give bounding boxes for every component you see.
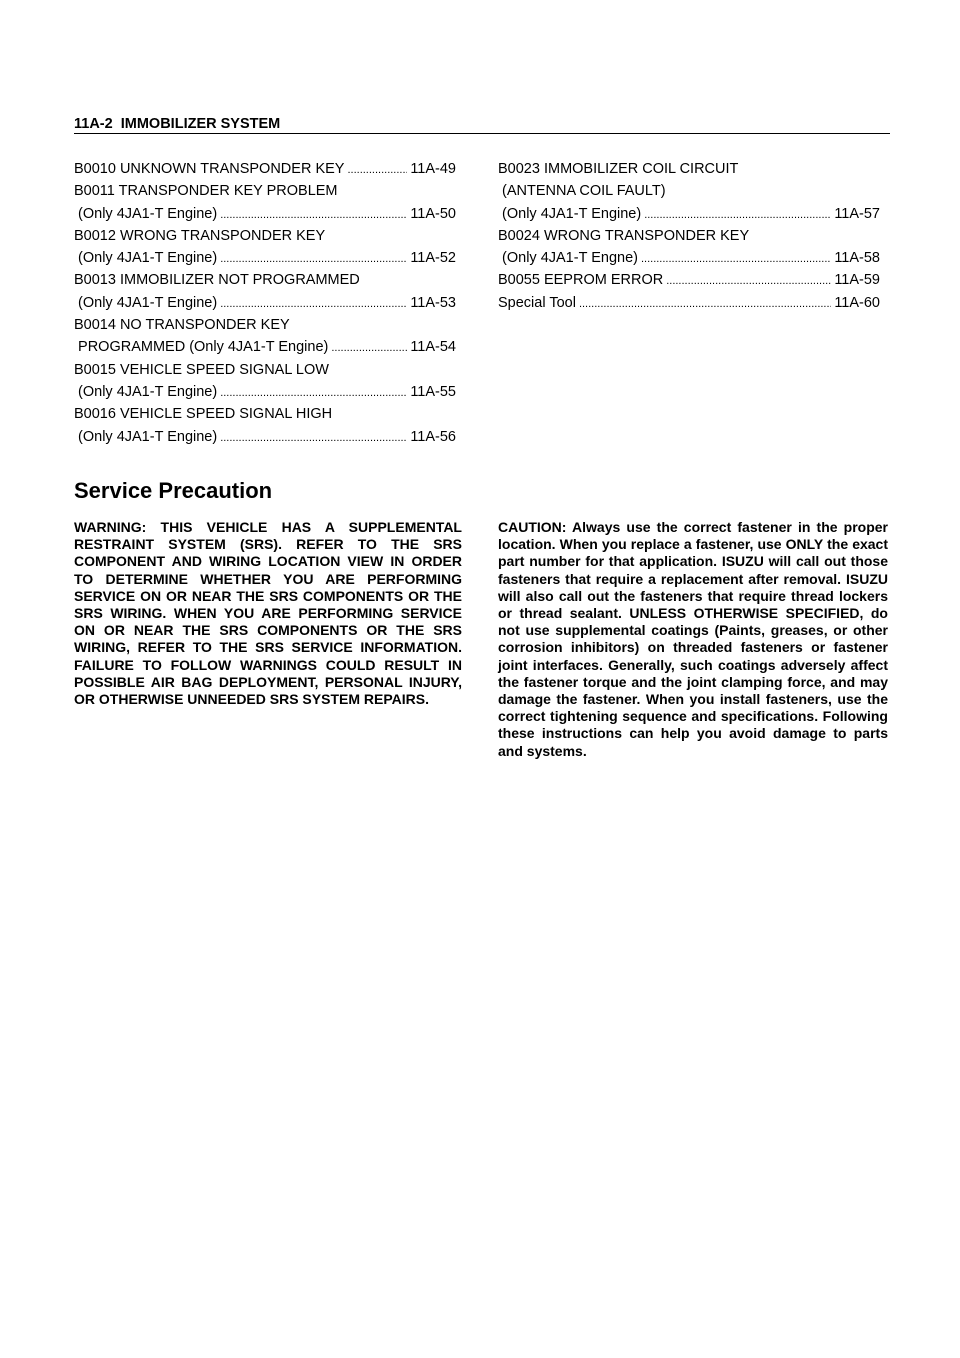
toc-entry-page: 11A-59 [834,272,880,289]
toc-dot-leader [220,295,407,313]
toc-entry-title: (Only 4JA1-T Engne) [498,250,638,267]
toc-entry [74,383,456,405]
toc-entry-title: B0010 UNKNOWN TRANSPONDER KEY [74,161,345,177]
toc-dot-leader [641,250,831,268]
toc-entry-title: (Only 4JA1-T Engine) [74,383,218,400]
toc-entry [74,249,456,271]
caution-notice: CAUTION: Always use the correct fastener in the proper location. When you replace a fastener, use ONLY the exact part number for that application. ISUZU will call out those fasteners that require a replacement after removal. ISUZU will also call out the fasteners that require thread lockers or thread sealant. UNLESS OTHERWISE SPECIFIED, do not use supplemental coatings (Paints, greases, or other corrosion inhibitors) on threaded fasteners or fastener joint interfaces. Generally, such coatings adversely affect the fastener torque and the joint clamping force, and may damage the fastener. When you install fasteners, use the correct tightening sequence and specifications. Following these instructions can help you avoid damage to parts and systems. [498,519,888,759]
toc-right-column [498,160,880,316]
toc-entry-page: 11A-56 [410,428,456,445]
toc-entry-page: 11A-60 [834,294,880,311]
toc-entry-title: (Only 4JA1-T Engine) [74,205,218,222]
toc-entry [498,271,880,293]
toc-entry-page: 11A-55 [410,383,456,400]
toc-entry-page: 11A-58 [834,250,880,267]
toc-entry-title: B0015 VEHICLE SPEED SIGNAL LOW [74,361,329,378]
toc-entry [74,205,456,227]
toc-entry-title: B0023 IMMOBILIZER COIL CIRCUIT [498,161,739,177]
toc-entry-page: 11A-54 [410,339,456,356]
toc-dot-leader [220,384,407,402]
toc-entry-title: B0016 VEHICLE SPEED SIGNAL HIGH [74,406,333,423]
toc-entry-title: B0012 WRONG TRANSPONDER KEY [74,227,326,244]
toc-dot-leader [220,206,407,224]
toc-entry [74,428,456,450]
toc-entry [498,205,880,227]
toc-dot-leader [347,161,407,179]
toc-dot-leader [644,206,831,224]
toc-entry-title: B0014 NO TRANSPONDER KEY [74,317,290,334]
warning-notice: WARNING: THIS VEHICLE HAS A SUPPLEMENTAL RESTRAINT SYSTEM (SRS). REFER TO THE SRS COMPONENT AND WIRING LOCATION VIEW IN ORDER TO DETERMINE WHETHER YOU ARE PERFORMING SERVICE ON OR NEAR THE SRS COMPONENTS OR THE SRS WIRING. WHEN YOU ARE PERFORMING SERVICE ON OR NEAR THE SRS COMPONENTS OR THE SRS WIRING, REFER TO THE SRS SERVICE INFORMATION. FAILURE TO FOLLOW WARNINGS COULD RESULT IN POSSIBLE AIR BAG DEPLOYMENT, PERSONAL INJURY, OR OTHERWISE UNNEEDED SRS SYSTEM REPAIRS. [74,519,462,708]
toc-entry-page: 11A-50 [410,205,456,222]
toc-dot-leader [220,429,407,447]
toc-entry-title: B0055 EEPROM ERROR [498,272,664,289]
toc-dot-leader [666,272,831,290]
toc-entry [74,160,456,182]
toc-entry [498,249,880,271]
toc-entry-title: B0013 IMMOBILIZER NOT PROGRAMMED [74,272,360,289]
page-header [74,115,890,134]
toc-entry-page: 11A-52 [410,250,456,267]
toc-entry-title: B0011 TRANSPONDER KEY PROBLEM [74,183,338,200]
toc-entry-title: (Only 4JA1-T Engine) [74,294,218,311]
toc-dot-leader [331,339,407,357]
toc-entry-title: (Only 4JA1-T Engine) [74,250,218,267]
toc-entry-title: (Only 4JA1-T Engine) [74,428,218,445]
toc-entry-title: PROGRAMMED (Only 4JA1-T Engine) [74,339,329,356]
toc-entry-title: B0024 WRONG TRANSPONDER KEY [498,227,750,244]
toc-entry-page: 11A-49 [410,161,456,177]
toc-entry [74,294,456,316]
toc-dot-leader [579,295,831,313]
toc-entry-title: (Only 4JA1-T Engine) [498,205,642,222]
toc-entry-page: 11A-53 [410,294,456,311]
toc-left-column [74,160,456,450]
toc-entry [498,294,880,316]
section-heading: Service Precaution [74,478,273,503]
toc-entry-page: 11A-57 [834,205,880,222]
toc-dot-leader [220,250,407,268]
toc-entry-title: (ANTENNA COIL FAULT) [498,183,666,200]
toc-entry-title: Special Tool [498,294,576,311]
page-title: 11A-2 IMMOBILIZER SYSTEM [74,116,281,132]
toc-entry [74,338,456,360]
